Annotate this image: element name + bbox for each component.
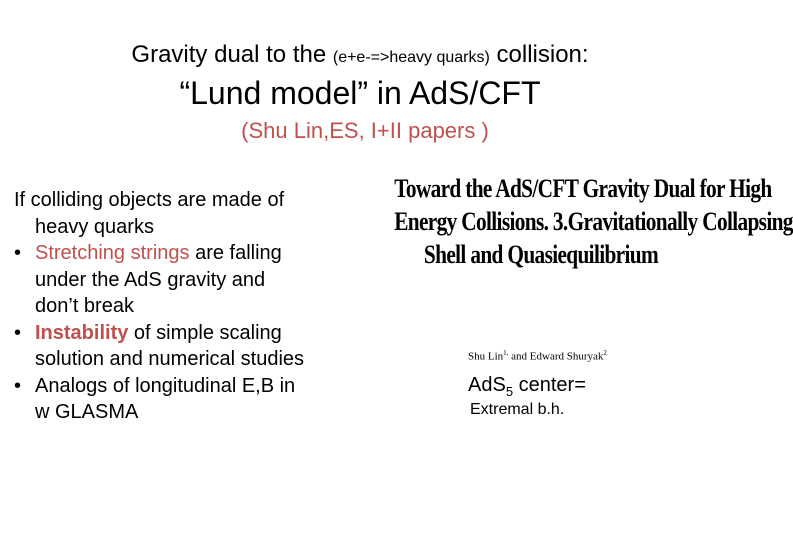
bullet-list [14, 240, 374, 426]
bullet-text: don’t break [35, 295, 134, 317]
ads-center-label: AdS$_5$ center= [468, 374, 586, 399]
bullet-text: solution and numerical studies [35, 348, 305, 370]
list-item [14, 240, 374, 320]
slide-subtitle: “Lund model” in AdS/CFT [179, 75, 541, 111]
bullet-dot: • [14, 374, 22, 397]
bullet-dot: • [14, 242, 22, 264]
intro-line1: If colliding objects are made of [14, 189, 285, 211]
bullet-text: of simple scaling [128, 321, 282, 344]
paper-title [394, 172, 793, 271]
paper-title-line: Toward the AdS/CFT Gravity Dual for High [394, 174, 772, 203]
slide-credit: (Shu Lin,ES, I+II papers ) [241, 118, 489, 143]
paper-title-line: Energy Collisions. 3.Gravitationally Collapsing [394, 207, 793, 236]
bullet-highlight: Stretching strings [35, 242, 190, 264]
list-item [14, 320, 374, 373]
paper-title-line: Shell and Quasiequilibrium [423, 240, 659, 269]
bullet-highlight: Instability [35, 321, 129, 344]
intro-line2: heavy quarks [35, 215, 154, 238]
paper-authors: Shu Lin$^{1,}$ and Edward Shuryak$^2$ [468, 349, 607, 363]
title-small-process: (e+e-=>heavy quarks) [332, 49, 490, 66]
bullet-text: are falling [189, 242, 282, 264]
bullet-text: under the AdS gravity and [35, 268, 266, 291]
bullet-text: w GLASMA [35, 401, 139, 423]
slide-title [0, 38, 720, 75]
list-item [14, 373, 374, 426]
extremal-bh-label: Extremal b.h. [470, 401, 565, 418]
title-pre: Gravity dual to the [131, 41, 333, 68]
bullet-dot: • [14, 321, 22, 344]
title-post: collision: [489, 41, 589, 68]
body-text [14, 187, 374, 426]
bullet-text: Analogs of longitudinal E,B in [35, 374, 296, 397]
